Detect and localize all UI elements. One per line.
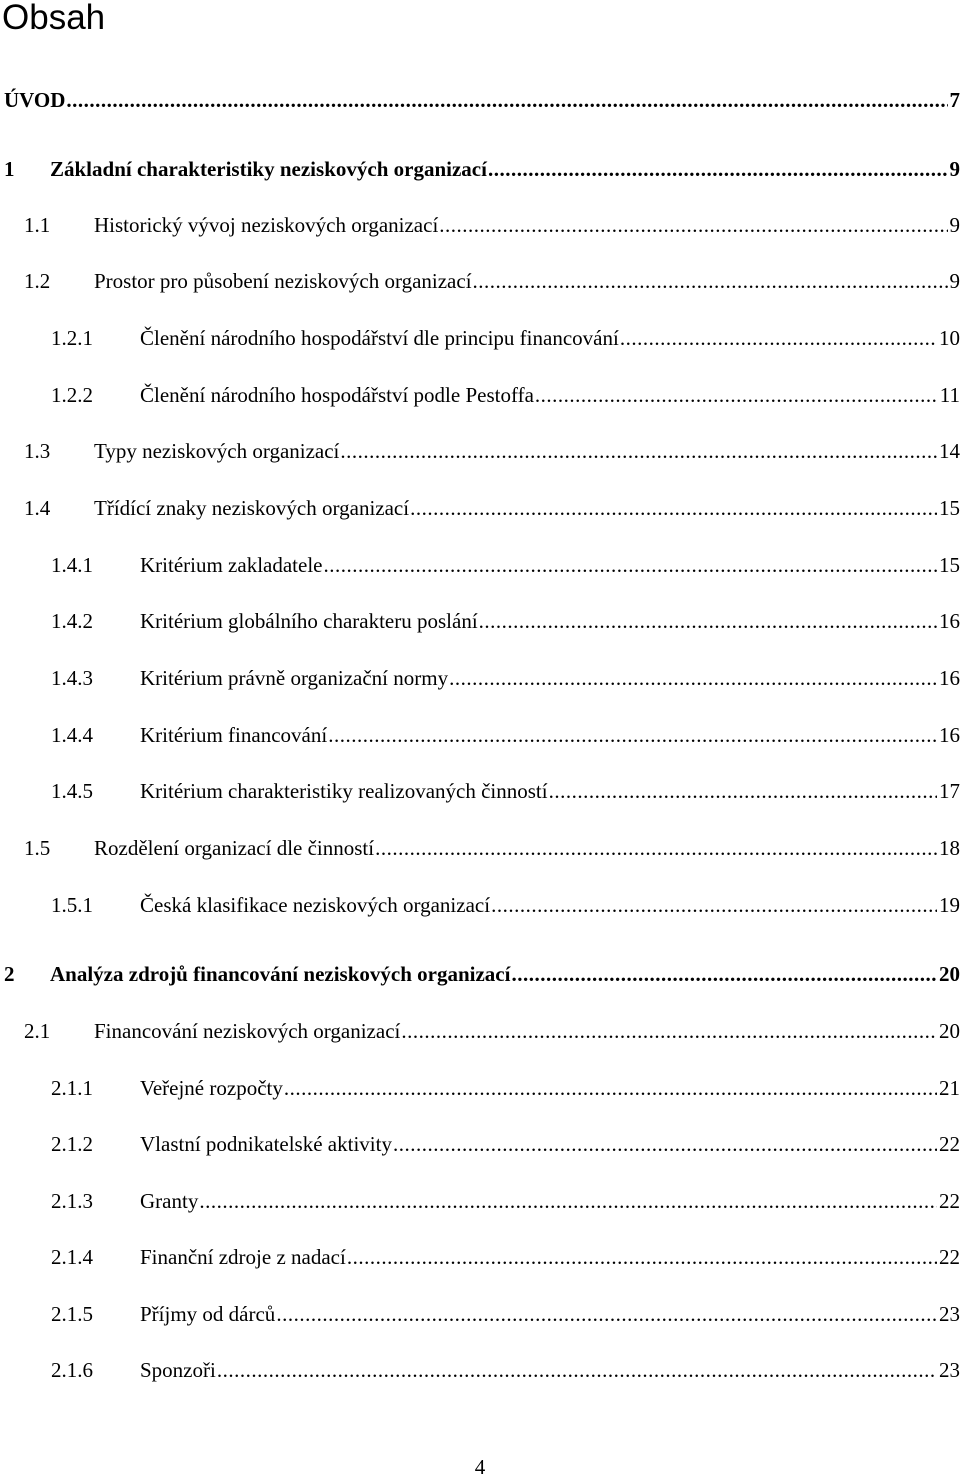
toc-dot-leader: [549, 776, 937, 806]
toc-dot-leader: [217, 1355, 937, 1385]
toc-entry-number: 2.1.6: [51, 1355, 93, 1385]
toc-entry-2[interactable]: [0, 959, 960, 989]
toc-entry-title: Česká klasifikace neziskových organizací: [140, 890, 491, 920]
toc-dot-leader: [340, 436, 937, 466]
toc-entry-1-4-2[interactable]: [0, 606, 960, 636]
toc-entry-1-2[interactable]: [0, 266, 960, 296]
toc-entry-1-4-3[interactable]: [0, 663, 960, 693]
toc-entry-page: 10: [937, 323, 960, 353]
toc-entry-number: 1.4: [24, 493, 50, 523]
toc-entry-title: Historický vývoj neziskových organizací: [94, 210, 439, 240]
toc-entry-1-1[interactable]: [0, 210, 960, 240]
toc-entry-1-4[interactable]: [0, 493, 960, 523]
toc-entry-1-2-1[interactable]: [0, 323, 960, 353]
toc-entry-page: 22: [937, 1186, 960, 1216]
toc-entry-title: Finanční zdroje z nadací: [140, 1242, 347, 1272]
toc-entry-number: 2.1.5: [51, 1299, 93, 1329]
toc-entry-title: Kritérium zakladatele: [140, 550, 324, 580]
toc-dot-leader: [511, 959, 937, 989]
toc-entry-number: 1.2: [24, 266, 50, 296]
toc-entry-number: 1: [4, 154, 15, 184]
toc-dot-leader: [479, 606, 937, 636]
toc-entry-title: Třídící znaky neziskových organizací: [94, 493, 410, 523]
toc-entry-number: 1.3: [24, 436, 50, 466]
toc-entry-page: 17: [937, 776, 960, 806]
toc-entry-title: Základní charakteristiky neziskových organizací: [50, 154, 488, 184]
toc-dot-leader: [488, 154, 948, 184]
toc-dot-leader: [491, 890, 937, 920]
toc-entry-2-1-6[interactable]: [0, 1355, 960, 1385]
toc-entry-title: Financování neziskových organizací: [94, 1016, 401, 1046]
toc-dot-leader: [473, 266, 948, 296]
toc-entry-number: 2.1.1: [51, 1073, 93, 1103]
toc-dot-leader: [328, 720, 937, 750]
toc-entry-1-4-1[interactable]: [0, 550, 960, 580]
toc-dot-leader: [375, 833, 937, 863]
toc-entry-1-5[interactable]: [0, 833, 960, 863]
toc-dot-leader: [410, 493, 937, 523]
toc-dot-leader: [347, 1242, 937, 1272]
toc-entry-page: 21: [937, 1073, 960, 1103]
toc-entry-page: 20: [937, 959, 960, 989]
toc-entry-title: Kritérium globálního charakteru poslání: [140, 606, 479, 636]
toc-dot-leader: [401, 1016, 937, 1046]
toc-entry-number: 1.4.2: [51, 606, 93, 636]
page-title: Obsah: [2, 0, 105, 42]
toc-entry-page: 16: [937, 606, 960, 636]
toc-dot-leader: [449, 663, 937, 693]
toc-entry-title: Veřejné rozpočty: [140, 1073, 284, 1103]
toc-entry-2-1-1[interactable]: [0, 1073, 960, 1103]
toc-dot-leader: [284, 1073, 937, 1103]
toc-entry-number: 1.2.2: [51, 380, 93, 410]
toc-entry-page: 14: [937, 436, 960, 466]
toc-entry-page: 22: [937, 1242, 960, 1272]
toc-entry-number: 2.1.3: [51, 1186, 93, 1216]
toc-entry-number: 2.1.2: [51, 1129, 93, 1159]
toc-dot-leader: [199, 1186, 937, 1216]
toc-entry-number: 2.1: [24, 1016, 50, 1046]
toc-entry-title: Příjmy od dárců: [140, 1299, 276, 1329]
toc-entry-title: Kritérium právně organizační normy: [140, 663, 449, 693]
toc-entry-title: Granty: [140, 1186, 199, 1216]
toc-entry-page: 9: [948, 210, 960, 240]
toc-entry-number: 1.1: [24, 210, 50, 240]
toc-dot-leader: [324, 550, 938, 580]
toc-entry-page: 23: [937, 1299, 960, 1329]
toc-dot-leader: [393, 1129, 937, 1159]
toc-entry-number: 1.4.5: [51, 776, 93, 806]
toc-entry-1-5-1[interactable]: [0, 890, 960, 920]
toc-entry-number: 1.4.1: [51, 550, 93, 580]
toc-dot-leader: [620, 323, 937, 353]
toc-entry-page: 15: [937, 550, 960, 580]
toc-entry-title: Typy neziskových organizací: [94, 436, 340, 466]
toc-entry-number: 1.4.3: [51, 663, 93, 693]
toc-entry-title: Sponzoři: [140, 1355, 217, 1385]
toc-entry-page: 9: [948, 154, 960, 184]
toc-entry-1[interactable]: [0, 154, 960, 184]
toc-entry-uvod[interactable]: [0, 85, 960, 115]
toc-entry-1-3[interactable]: [0, 436, 960, 466]
toc-entry-2-1-3[interactable]: [0, 1186, 960, 1216]
toc-entry-2-1-2[interactable]: [0, 1129, 960, 1159]
toc-entry-number: 1.5: [24, 833, 50, 863]
toc-entry-1-4-5[interactable]: [0, 776, 960, 806]
toc-entry-number: 2: [4, 959, 15, 989]
toc-entry-title: Kritérium charakteristiky realizovaných činností: [140, 776, 549, 806]
toc-entry-1-4-4[interactable]: [0, 720, 960, 750]
toc-entry-number: 1.4.4: [51, 720, 93, 750]
toc-entry-page: 9: [948, 266, 960, 296]
toc-dot-leader: [439, 210, 947, 240]
toc-entry-number: 2.1.4: [51, 1242, 93, 1272]
toc-entry-number: 1.5.1: [51, 890, 93, 920]
toc-entry-title: Kritérium financování: [140, 720, 328, 750]
toc-entry-page: 16: [937, 720, 960, 750]
toc-entry-title: Prostor pro působení neziskových organizací: [94, 266, 473, 296]
toc-dot-leader: [66, 85, 947, 115]
toc-entry-title: ÚVOD: [4, 85, 66, 115]
toc-entry-2-1-5[interactable]: [0, 1299, 960, 1329]
toc-entry-page: 22: [937, 1129, 960, 1159]
toc-entry-2-1-4[interactable]: [0, 1242, 960, 1272]
toc-dot-leader: [535, 380, 938, 410]
toc-entry-title: Členění národního hospodářství dle principu financování: [140, 323, 620, 353]
toc-entry-2-1[interactable]: [0, 1016, 960, 1046]
toc-entry-page: 15: [937, 493, 960, 523]
toc-entry-1-2-2[interactable]: [0, 380, 960, 410]
toc-entry-page: 23: [937, 1355, 960, 1385]
toc-entry-title: Členění národního hospodářství podle Pestoffa: [140, 380, 535, 410]
toc-entry-title: Vlastní podnikatelské aktivity: [140, 1129, 393, 1159]
toc-entry-page: 18: [937, 833, 960, 863]
toc-entry-page: 16: [937, 663, 960, 693]
toc-entry-page: 11: [938, 380, 960, 410]
toc-entry-page: 7: [948, 85, 960, 115]
toc-entry-title: Rozdělení organizací dle činností: [94, 833, 375, 863]
toc-entry-title: Analýza zdrojů financování neziskových organizací: [50, 959, 511, 989]
toc-entry-page: 20: [937, 1016, 960, 1046]
page-number: 4: [0, 1452, 960, 1482]
toc-dot-leader: [276, 1299, 937, 1329]
toc-entry-number: 1.2.1: [51, 323, 93, 353]
toc-entry-page: 19: [937, 890, 960, 920]
